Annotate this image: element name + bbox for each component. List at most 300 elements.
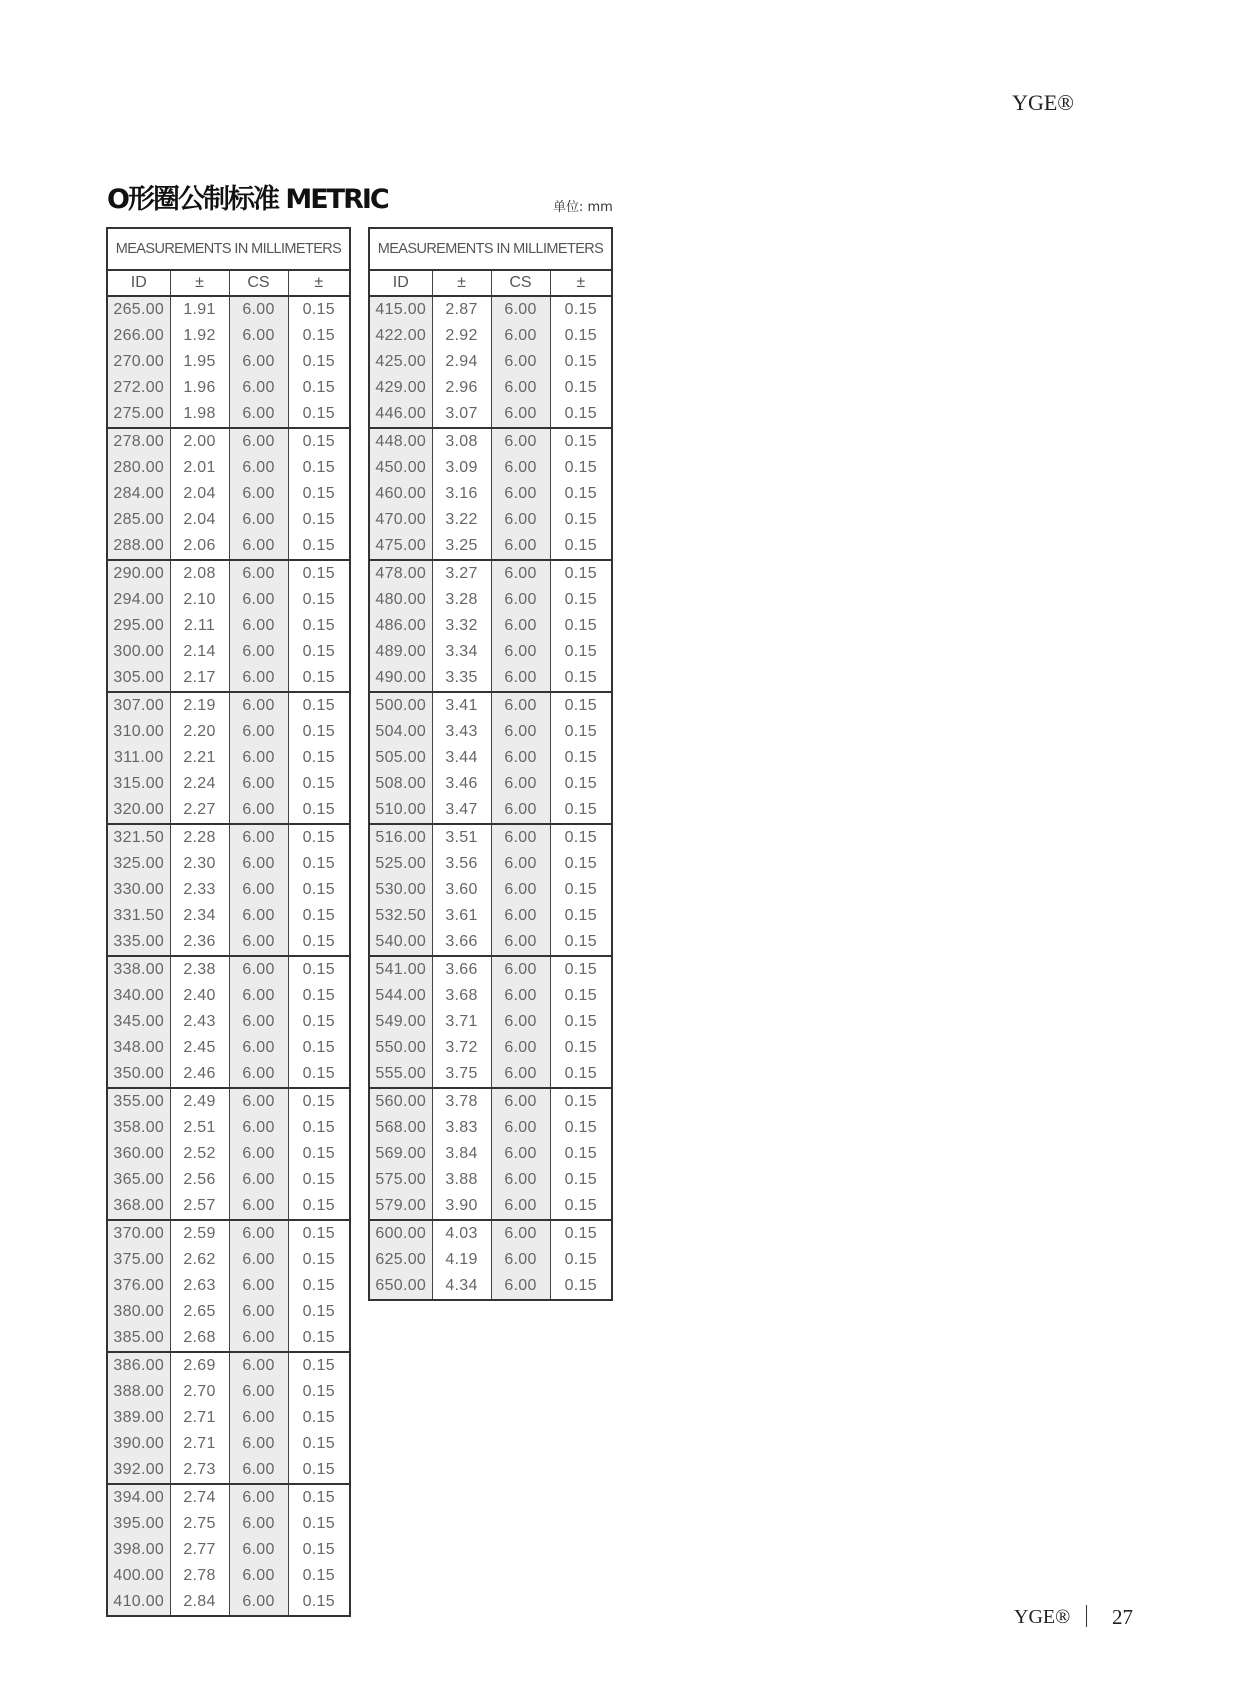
cell-id: 345.00	[107, 1009, 170, 1035]
cell-cs: 6.00	[229, 719, 288, 745]
cell-cs: 6.00	[229, 375, 288, 401]
cell-cs-tolerance: 0.15	[302, 1515, 335, 1532]
cell-cs-tolerance: 0.15	[550, 1061, 612, 1088]
cell-cs: 6.00	[229, 1167, 288, 1193]
cell-cs-tolerance: 0.15	[564, 987, 597, 1004]
cell-cs-tolerance: 0.15	[564, 961, 597, 978]
cell-id-tolerance: 2.40	[170, 983, 229, 1009]
cell-id-tolerance: 2.75	[170, 1511, 229, 1537]
table-row	[107, 797, 350, 824]
table-row	[107, 296, 350, 323]
table-row	[107, 507, 350, 533]
cell-id-tolerance: 3.34	[432, 639, 491, 665]
cell-cs: 6.00	[491, 771, 550, 797]
table-row	[107, 1511, 350, 1537]
cell-cs-tolerance: 0.15	[550, 929, 612, 956]
cell-id-tolerance: 1.98	[170, 401, 229, 428]
cell-id: 500.00	[369, 692, 432, 719]
cell-id-tolerance: 2.59	[170, 1220, 229, 1247]
table-row	[369, 1141, 612, 1167]
table-row	[107, 877, 350, 903]
table-row	[369, 1247, 612, 1273]
cell-id-tolerance: 2.94	[432, 349, 491, 375]
cell-id-tolerance: 3.27	[432, 560, 491, 587]
cell-id-tolerance: 3.84	[432, 1141, 491, 1167]
cell-id: 365.00	[107, 1167, 170, 1193]
cell-cs: 6.00	[491, 296, 550, 323]
cell-cs-tolerance: 0.15	[302, 961, 335, 978]
cell-id: 460.00	[369, 481, 432, 507]
cell-cs-tolerance: 0.15	[302, 1409, 335, 1426]
cell-id: 376.00	[107, 1273, 170, 1299]
cell-cs-tolerance: 0.15	[302, 565, 335, 582]
cell-cs: 6.00	[229, 1405, 288, 1431]
cell-id: 294.00	[107, 587, 170, 613]
cell-id: 579.00	[369, 1193, 432, 1220]
cell-id-tolerance: 2.06	[170, 533, 229, 560]
table-row	[107, 692, 350, 719]
cell-cs: 6.00	[229, 401, 288, 428]
cell-id-tolerance: 1.91	[170, 296, 229, 323]
cell-cs: 6.00	[229, 1141, 288, 1167]
cell-id-tolerance: 2.56	[170, 1167, 229, 1193]
cell-cs-tolerance: 0.15	[564, 511, 597, 528]
table-row	[107, 1405, 350, 1431]
cell-cs-tolerance: 0.15	[564, 1171, 597, 1188]
cell-cs-tolerance: 0.15	[288, 401, 350, 428]
cell-id-tolerance: 2.45	[170, 1035, 229, 1061]
cell-cs-tolerance: 0.15	[302, 697, 335, 714]
cell-id-tolerance: 2.20	[170, 719, 229, 745]
brand-logo-top: YGE®	[1012, 90, 1074, 115]
table-row	[107, 1141, 350, 1167]
cell-id: 307.00	[107, 692, 170, 719]
cell-id-tolerance: 2.57	[170, 1193, 229, 1220]
cell-id: 550.00	[369, 1035, 432, 1061]
cell-id-tolerance: 2.65	[170, 1299, 229, 1325]
cell-id-tolerance: 2.92	[432, 323, 491, 349]
cell-id-tolerance: 1.95	[170, 349, 229, 375]
cell-id: 288.00	[107, 533, 170, 560]
cell-id: 388.00	[107, 1379, 170, 1405]
cell-cs: 6.00	[229, 797, 288, 824]
cell-cs-tolerance: 0.15	[564, 1093, 597, 1110]
table-row	[107, 375, 350, 401]
table-row	[369, 851, 612, 877]
cell-id: 350.00	[107, 1061, 170, 1088]
cell-cs: 6.00	[491, 323, 550, 349]
cell-cs-tolerance: 0.15	[302, 1593, 335, 1610]
cell-cs: 6.00	[491, 455, 550, 481]
table-row	[369, 560, 612, 587]
cell-cs: 6.00	[229, 323, 288, 349]
cell-cs-tolerance: 0.15	[564, 723, 597, 740]
cell-id: 270.00	[107, 349, 170, 375]
cell-id-tolerance: 3.44	[432, 745, 491, 771]
cell-id-tolerance: 2.01	[170, 455, 229, 481]
cell-id: 305.00	[107, 665, 170, 692]
cell-id: 392.00	[107, 1457, 170, 1484]
cell-cs: 6.00	[229, 665, 288, 692]
cell-id: 385.00	[107, 1325, 170, 1352]
cell-cs: 6.00	[229, 771, 288, 797]
cell-cs-tolerance: 0.15	[302, 1039, 335, 1056]
cell-cs-tolerance: 0.15	[564, 379, 597, 396]
table-row	[369, 455, 612, 481]
cell-id-tolerance: 3.68	[432, 983, 491, 1009]
cell-id: 470.00	[369, 507, 432, 533]
cell-id: 450.00	[369, 455, 432, 481]
table-row	[107, 771, 350, 797]
cell-id: 478.00	[369, 560, 432, 587]
cell-id: 355.00	[107, 1088, 170, 1115]
cell-cs-tolerance: 0.15	[302, 485, 335, 502]
cell-cs-tolerance: 0.15	[302, 511, 335, 528]
cell-id: 504.00	[369, 719, 432, 745]
cell-id: 358.00	[107, 1115, 170, 1141]
cell-cs-tolerance: 0.15	[302, 1357, 335, 1374]
cell-id-tolerance: 1.96	[170, 375, 229, 401]
cell-cs: 6.00	[229, 296, 288, 323]
table-row	[107, 1589, 350, 1616]
cell-cs-tolerance: 0.15	[564, 591, 597, 608]
cell-cs-tolerance: 0.15	[564, 565, 597, 582]
table-row	[369, 639, 612, 665]
cell-cs-tolerance: 0.15	[564, 327, 597, 344]
cell-id: 600.00	[369, 1220, 432, 1247]
cell-cs-tolerance: 0.15	[288, 1061, 350, 1088]
cell-cs: 6.00	[229, 613, 288, 639]
cell-id: 370.00	[107, 1220, 170, 1247]
metric-table-2	[368, 227, 613, 1301]
cell-id: 475.00	[369, 533, 432, 560]
cell-id: 568.00	[369, 1115, 432, 1141]
cell-cs-tolerance: 0.15	[302, 1225, 335, 1242]
cell-cs-tolerance: 0.15	[302, 775, 335, 792]
cell-cs: 6.00	[229, 692, 288, 719]
table-row	[369, 349, 612, 375]
table-row	[107, 323, 350, 349]
cell-id: 278.00	[107, 428, 170, 455]
cell-id-tolerance: 3.47	[432, 797, 491, 824]
table-row	[107, 1193, 350, 1220]
cell-cs: 6.00	[229, 1220, 288, 1247]
cell-id: 448.00	[369, 428, 432, 455]
cell-cs-tolerance: 0.15	[288, 1325, 350, 1352]
cell-cs: 6.00	[491, 1088, 550, 1115]
cell-cs: 6.00	[229, 1115, 288, 1141]
table-row	[369, 929, 612, 956]
cell-cs: 6.00	[491, 877, 550, 903]
cell-id: 272.00	[107, 375, 170, 401]
cell-id-tolerance: 4.03	[432, 1220, 491, 1247]
cell-cs-tolerance: 0.15	[550, 665, 612, 692]
table-row	[369, 745, 612, 771]
table-row	[107, 851, 350, 877]
table-row	[107, 745, 350, 771]
table-row	[107, 560, 350, 587]
cell-cs: 6.00	[491, 1273, 550, 1300]
table-row	[107, 455, 350, 481]
table-row	[369, 771, 612, 797]
cell-id: 311.00	[107, 745, 170, 771]
cell-id: 530.00	[369, 877, 432, 903]
cell-id-tolerance: 3.09	[432, 455, 491, 481]
cell-cs-tolerance: 0.15	[550, 401, 612, 428]
table-row	[369, 1061, 612, 1088]
cell-cs: 6.00	[491, 375, 550, 401]
column-header-cs-tolerance: ±	[288, 270, 350, 296]
cell-cs: 6.00	[491, 824, 550, 851]
cell-cs-tolerance: 0.15	[302, 987, 335, 1004]
table-row	[107, 1115, 350, 1141]
cell-id: 516.00	[369, 824, 432, 851]
cell-id: 335.00	[107, 929, 170, 956]
table-row	[107, 639, 350, 665]
cell-cs-tolerance: 0.15	[564, 301, 597, 318]
cell-cs-tolerance: 0.15	[302, 1119, 335, 1136]
cell-cs-tolerance: 0.15	[302, 907, 335, 924]
cell-id-tolerance: 2.68	[170, 1325, 229, 1352]
cell-id-tolerance: 3.61	[432, 903, 491, 929]
cell-id: 541.00	[369, 956, 432, 983]
cell-cs-tolerance: 0.15	[302, 881, 335, 898]
cell-cs: 6.00	[491, 560, 550, 587]
column-header-id-tolerance: ±	[432, 270, 491, 296]
cell-cs-tolerance: 0.15	[564, 775, 597, 792]
cell-id-tolerance: 3.78	[432, 1088, 491, 1115]
cell-cs: 6.00	[491, 1115, 550, 1141]
cell-cs-tolerance: 0.15	[564, 1251, 597, 1268]
table-row	[369, 587, 612, 613]
cell-cs: 6.00	[491, 587, 550, 613]
cell-cs: 6.00	[491, 1141, 550, 1167]
cell-id-tolerance: 2.78	[170, 1563, 229, 1589]
cell-cs-tolerance: 0.15	[302, 1093, 335, 1110]
cell-id: 625.00	[369, 1247, 432, 1273]
cell-cs: 6.00	[491, 1167, 550, 1193]
cell-id-tolerance: 3.72	[432, 1035, 491, 1061]
cell-cs-tolerance: 0.15	[302, 1383, 335, 1400]
cell-id: 425.00	[369, 349, 432, 375]
footer-divider	[1086, 1605, 1087, 1627]
cell-cs: 6.00	[491, 903, 550, 929]
cell-cs-tolerance: 0.15	[302, 1145, 335, 1162]
cell-cs-tolerance: 0.15	[564, 855, 597, 872]
table-row	[107, 1537, 350, 1563]
cell-id-tolerance: 3.32	[432, 613, 491, 639]
cell-id: 410.00	[107, 1589, 170, 1616]
table-row	[107, 1457, 350, 1484]
table-row	[369, 1009, 612, 1035]
cell-cs: 6.00	[229, 428, 288, 455]
cell-id-tolerance: 3.22	[432, 507, 491, 533]
brand-logo-footer: YGE®	[1014, 1606, 1071, 1628]
cell-cs-tolerance: 0.15	[564, 1013, 597, 1030]
cell-id: 480.00	[369, 587, 432, 613]
cell-cs: 6.00	[491, 533, 550, 560]
table-row	[107, 665, 350, 692]
cell-id: 555.00	[369, 1061, 432, 1088]
cell-id: 508.00	[369, 771, 432, 797]
cell-cs: 6.00	[229, 1589, 288, 1616]
cell-id: 429.00	[369, 375, 432, 401]
cell-cs: 6.00	[229, 1009, 288, 1035]
table-row	[369, 1035, 612, 1061]
cell-cs-tolerance: 0.15	[302, 433, 335, 450]
table-row	[107, 428, 350, 455]
table-row	[107, 1167, 350, 1193]
table-row	[369, 1193, 612, 1220]
cell-id-tolerance: 2.27	[170, 797, 229, 824]
table-row	[107, 1220, 350, 1247]
cell-id-tolerance: 3.08	[432, 428, 491, 455]
cell-cs: 6.00	[229, 1563, 288, 1589]
cell-cs-tolerance: 0.15	[302, 1303, 335, 1320]
cell-cs-tolerance: 0.15	[564, 617, 597, 634]
cell-cs-tolerance: 0.15	[564, 697, 597, 714]
cell-id: 295.00	[107, 613, 170, 639]
table-row	[107, 1061, 350, 1088]
table-row	[369, 296, 612, 323]
table-row	[369, 613, 612, 639]
cell-cs: 6.00	[491, 929, 550, 956]
cell-cs: 6.00	[491, 1035, 550, 1061]
cell-cs: 6.00	[491, 481, 550, 507]
cell-id-tolerance: 3.60	[432, 877, 491, 903]
cell-cs: 6.00	[229, 560, 288, 587]
page-number: 27	[1112, 1605, 1133, 1629]
cell-id: 265.00	[107, 296, 170, 323]
cell-id-tolerance: 2.49	[170, 1088, 229, 1115]
cell-cs: 6.00	[491, 1193, 550, 1220]
cell-id: 300.00	[107, 639, 170, 665]
table-row	[107, 956, 350, 983]
cell-cs: 6.00	[491, 665, 550, 692]
cell-cs-tolerance: 0.15	[302, 855, 335, 872]
column-header-cs: CS	[491, 270, 550, 296]
cell-cs-tolerance: 0.15	[564, 749, 597, 766]
cell-cs: 6.00	[491, 956, 550, 983]
cell-id-tolerance: 3.66	[432, 929, 491, 956]
cell-cs: 6.00	[491, 1220, 550, 1247]
table-row	[369, 877, 612, 903]
cell-id: 532.50	[369, 903, 432, 929]
cell-id-tolerance: 2.11	[170, 613, 229, 639]
table-row	[107, 1299, 350, 1325]
cell-id-tolerance: 3.07	[432, 401, 491, 428]
cell-id: 285.00	[107, 507, 170, 533]
cell-id-tolerance: 2.71	[170, 1405, 229, 1431]
cell-id: 266.00	[107, 323, 170, 349]
table-row	[107, 1035, 350, 1061]
cell-id-tolerance: 2.04	[170, 481, 229, 507]
cell-id: 575.00	[369, 1167, 432, 1193]
cell-cs: 6.00	[229, 1431, 288, 1457]
cell-id-tolerance: 2.69	[170, 1352, 229, 1379]
cell-cs: 6.00	[229, 1379, 288, 1405]
cell-id-tolerance: 2.28	[170, 824, 229, 851]
table-row	[369, 428, 612, 455]
table-row	[369, 1220, 612, 1247]
table-row	[107, 1563, 350, 1589]
cell-cs-tolerance: 0.15	[564, 1119, 597, 1136]
cell-id-tolerance: 3.28	[432, 587, 491, 613]
cell-id: 315.00	[107, 771, 170, 797]
cell-cs-tolerance: 0.15	[564, 907, 597, 924]
cell-cs: 6.00	[229, 1247, 288, 1273]
cell-id-tolerance: 2.87	[432, 296, 491, 323]
cell-id: 275.00	[107, 401, 170, 428]
cell-cs: 6.00	[491, 401, 550, 428]
cell-id-tolerance: 3.41	[432, 692, 491, 719]
cell-cs-tolerance: 0.15	[550, 797, 612, 824]
cell-id: 486.00	[369, 613, 432, 639]
table-row	[107, 719, 350, 745]
cell-cs: 6.00	[491, 983, 550, 1009]
cell-cs: 6.00	[229, 481, 288, 507]
table-row	[369, 983, 612, 1009]
cell-cs: 6.00	[229, 507, 288, 533]
cell-id-tolerance: 2.17	[170, 665, 229, 692]
cell-cs-tolerance: 0.15	[564, 881, 597, 898]
cell-cs-tolerance: 0.15	[302, 1567, 335, 1584]
table-row	[369, 323, 612, 349]
cell-id: 650.00	[369, 1273, 432, 1300]
cell-id: 490.00	[369, 665, 432, 692]
cell-id: 389.00	[107, 1405, 170, 1431]
cell-cs: 6.00	[229, 1484, 288, 1511]
cell-cs-tolerance: 0.15	[564, 353, 597, 370]
cell-cs: 6.00	[229, 1511, 288, 1537]
cell-id-tolerance: 3.75	[432, 1061, 491, 1088]
cell-cs: 6.00	[229, 903, 288, 929]
cell-cs: 6.00	[229, 1457, 288, 1484]
cell-id: 525.00	[369, 851, 432, 877]
cell-cs: 6.00	[229, 956, 288, 983]
table-row	[369, 692, 612, 719]
cell-cs: 6.00	[491, 1009, 550, 1035]
cell-cs: 6.00	[491, 745, 550, 771]
cell-cs-tolerance: 0.15	[288, 533, 350, 560]
cell-id-tolerance: 4.19	[432, 1247, 491, 1273]
cell-cs-tolerance: 0.15	[302, 1541, 335, 1558]
cell-id-tolerance: 3.16	[432, 481, 491, 507]
cell-cs: 6.00	[491, 507, 550, 533]
column-header-id-tolerance: ±	[170, 270, 229, 296]
column-header-id: ID	[107, 270, 170, 296]
cell-cs: 6.00	[229, 1273, 288, 1299]
cell-id-tolerance: 4.34	[432, 1273, 491, 1300]
cell-id: 284.00	[107, 481, 170, 507]
cell-cs: 6.00	[229, 1088, 288, 1115]
cell-cs: 6.00	[229, 1061, 288, 1088]
cell-id: 510.00	[369, 797, 432, 824]
table-row	[369, 797, 612, 824]
cell-id: 360.00	[107, 1141, 170, 1167]
cell-cs: 6.00	[491, 719, 550, 745]
cell-id-tolerance: 2.51	[170, 1115, 229, 1141]
table-row	[107, 1088, 350, 1115]
cell-cs-tolerance: 0.15	[564, 485, 597, 502]
cell-id-tolerance: 2.38	[170, 956, 229, 983]
cell-cs: 6.00	[229, 349, 288, 375]
cell-cs-tolerance: 0.15	[302, 1171, 335, 1188]
cell-id-tolerance: 3.25	[432, 533, 491, 560]
cell-id: 386.00	[107, 1352, 170, 1379]
cell-cs: 6.00	[491, 639, 550, 665]
table-row	[369, 824, 612, 851]
